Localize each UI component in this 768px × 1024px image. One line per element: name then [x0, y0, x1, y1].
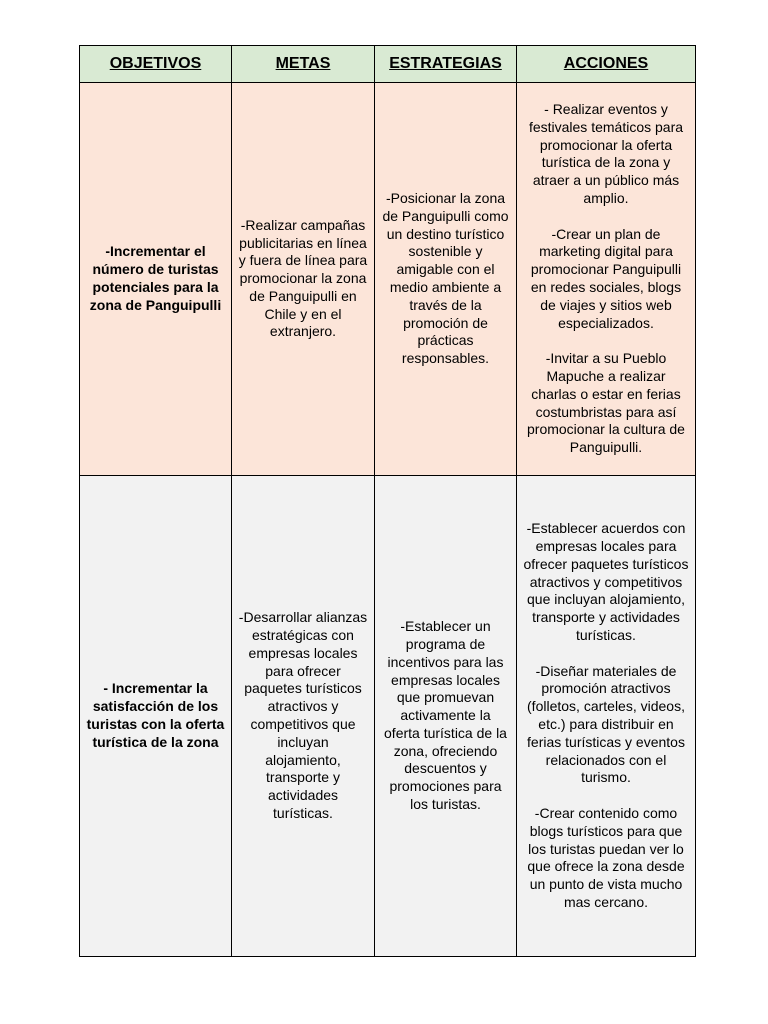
table-row: [80, 83, 696, 476]
goal-cell: -Realizar campañas publicitarias en línea y fuera de línea para promocionar la zona de Panguipulli en Chile y en el extranjero.: [232, 83, 375, 476]
header-acciones: ACCIONES: [517, 46, 696, 83]
action-item: - Realizar eventos y festivales temáticos para promocionar la oferta turística de la zona y atraer a un público más amplio.: [528, 101, 684, 207]
action-item: -Diseñar materiales de promoción atractivos (folletos, carteles, videos, etc.) para distribuir en ferias turísticas y eventos relacionados con el turismo.: [527, 662, 685, 786]
strategy-cell: -Establecer un programa de incentivos para las empresas locales que promuevan activamente la oferta turística de la zona, ofreciendo descuentos y promociones para los turistas.: [375, 476, 517, 957]
action-item: -Crear contenido como blogs turísticos para que los turistas puedan ver lo que ofrece la zona desde un punto de vista mucho mas cercano.: [527, 804, 685, 910]
action-item: -Invitar a su Pueblo Mapuche a realizar charlas o estar en ferias costumbristas para así promocionar la cultura de Panguipulli.: [527, 350, 685, 456]
objective-text: - Incrementar la satisfacción de los turistas con la oferta turística de la zona: [86, 680, 225, 750]
header-objetivos: OBJETIVOS: [80, 46, 232, 83]
action-item: -Establecer acuerdos con empresas locales para ofrecer paquetes turísticos atractivos y competitivos que incluyan alojamiento, transporte y actividades turísticas.: [523, 520, 689, 644]
actions-cell: [517, 476, 696, 957]
action-item: -Crear un plan de marketing digital para promocionar Panguipulli en redes sociales, blogs de viajes y sitios web especializados.: [530, 225, 682, 331]
objective-text: -Incrementar el número de turistas potenciales para la zona de Panguipulli: [89, 243, 222, 313]
actions-cell: [517, 83, 696, 476]
header-row: [80, 46, 696, 83]
objective-cell: [80, 83, 232, 476]
objective-cell: [80, 476, 232, 957]
tourism-plan-table: [79, 45, 696, 957]
goal-cell: -Desarrollar alianzas estratégicas con empresas locales para ofrecer paquetes turísticos atractivos y competitivos que incluyan alojamiento, transporte y actividades turísticas.: [232, 476, 375, 957]
header-metas: METAS: [232, 46, 375, 83]
header-estrategias: ESTRATEGIAS: [375, 46, 517, 83]
table-row: [80, 476, 696, 957]
strategy-cell: -Posicionar la zona de Panguipulli como un destino turístico sostenible y amigable con el medio ambiente a través de la promoción de prácticas responsables.: [375, 83, 517, 476]
